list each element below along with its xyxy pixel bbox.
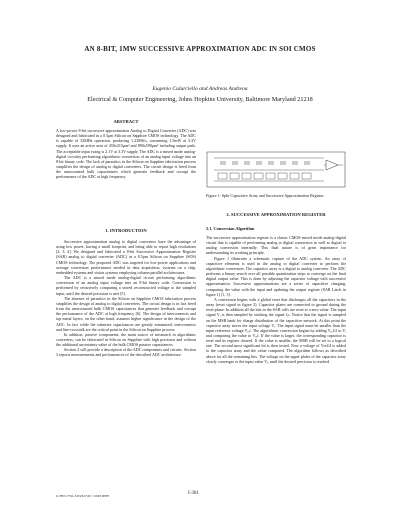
section2-subheading: 2.1. Conversion Algorithm bbox=[206, 226, 255, 231]
figure-1-schematic bbox=[206, 148, 346, 190]
abstract-text: A low-power 8-bit successive approximation Analog to Digital Converter (ADC) was designed and fabricated in a 0.5μm Silicon on Sapphire CMOS technology. The ADC is capable of 32MHz operation, producing 1.23MS/s, consuming 1.5mW at 3.3V supply. It uses an active area of 450x315μm² and 890x590μm² including output pads. The acceptable input swing is 2.1V at 3.3V supply. The ADC is a mixed mode analog-digital circuitry performing algorithmic conversion of an analog input voltage into an 8-bit binary code. The lack of parasitics in the Silicon on Sapphire fabrication process simplifies the design of analog to digital converters. The circuit design is freed from the unaccounted bulk capacitances which generate feedback and corrupt the performance of the ADC at high frequency. bbox=[56, 128, 196, 180]
copyright-footer: 0-7803-7761-3/03/$17.00 ©2003 IEEE bbox=[56, 494, 110, 498]
abstract-heading: ABSTRACT bbox=[113, 119, 139, 124]
intro-paragraph: Section 2 will provide a description of the ADC components and circuits. Section 3 reports measurements and performances of the described ADC architecture. bbox=[56, 347, 196, 358]
section2-heading: 2. SUCCESSIVE APPROXIMATION REGISTER bbox=[226, 212, 326, 217]
intro-paragraph: Successive approximation analog to digital converters have the advantage of using low power, having a small footprint, and being able to report high resolutions [2, 3, 4]. We designed and fabricated a 8-bit Successive Approximation Register (SAR) analog to digital converter (ADC) in a 0.5μm Silicon on Sapphire (SOS) CMOS technology. The proposed ADC was targeted for low-power applications and average conversion performance needed in data acquisition, systems on a chip, embedded systems and vision systems employing column parallel architectures. bbox=[56, 239, 196, 275]
sar-latch-cells bbox=[218, 173, 311, 179]
section2-paragraph: The successive approximation register is a classic CMOS mixed mode analog-digital circuit that is capable of performing analog to digital conversion as well as digital to analog conversion internally. This dual nature is of great importance for understanding its working principle. bbox=[206, 235, 346, 256]
schematic-diagram bbox=[206, 148, 346, 190]
paper-affiliation: Electrical & Computer Engineering, Johns Hopkins University, Baltimore Maryland 21218 bbox=[87, 96, 313, 103]
paper-title: AN 8-BIT, 1MW SUCCESSIVE APPROXIMATION ADC IN SOI CMOS bbox=[84, 45, 316, 53]
intro-paragraph: The ADC is a mixed mode analog-digital circuit performing algorithmic conversion of an analog input voltage into an 8-bit binary code. Conversion is performed by recursively comparing a stored reconstructed voltage to the sampled input, until the desired precision is met [5]. bbox=[56, 275, 196, 296]
intro-paragraph: In addition, passive components, the main source of mismatch in algorithmic converters, can be fabricated in Silicon on Sapphire with high precision and without the additional uncertainty value of the bulk CMOS passive capacitances. bbox=[56, 331, 196, 348]
paper-authors: Eugenio Culurciello and Andreas Andreou bbox=[152, 86, 248, 92]
capacitor-array bbox=[220, 162, 310, 164]
comparator-symbol bbox=[326, 160, 338, 170]
section2-paragraph: A conversion begins with a global reset that discharges all the capacitors in the array (reset signal in figure 2). Capacitor plates are connected to ground during the reset phase. In addition all the bits in the SAR cells are reset to a zero value. The input signal Vᵢ is then sampled by strobing the signal fᵢₙ. Notice that the signal is sampled on the MSB bank for charge distribution of the capacitive network. At this point the capacitor array stores the input voltage Vᵢ. The input signal must be smaller than the input reference voltage Vᵣₑf. The algorithmic conversion begins by adding Vᵣₑf/2 to Vᵢ and comparing the value to Vᵣₑf. If the value is larger, the corresponding capacitor is reset and its register cleared. If the value is smaller, the MSB will be set to a logical one. The second most significant bit is then tested. Now a voltage of Vref/4 is added to the capacitor array and the value compared. The algorithm follows as described above for all the remaining bits. The voltage on the upper plates of the capacitor array slowly converges to the input value Vᵢ, until the desired precision is reached. bbox=[206, 296, 346, 364]
section2-paragraph: Figure 1 illustrates a schematic capture of the ADC system. An array of capacitive elements is used in the analog to digital converter to perform the algorithmic conversion. The capacitor array is a digital to analog converter. The ADC performs a binary search over all possible quantization steps to converge on the final digital output value. This is done by adjusting the capacitor voltage with successive approximation. Successive approximations are a series of capacitive charging, comparing the value with the input and updating the output register (SAR Latch in figure 1) [1, 5]. bbox=[206, 255, 346, 297]
section2-body bbox=[206, 235, 346, 364]
schematic-border bbox=[207, 152, 345, 187]
intro-paragraph: The absence of parasitics in the Silicon on Sapphire CMOS fabrication process simplifies the design of analog to digital converters. The circuit design is in fact freed from the unaccounted bulk CMOS capacitances that generate feedback and corrupt the performance of the ADC at high frequency [6]. The design of interconnects and top metal layers, on the other hand, assumes higher significance in the design of the ADC. In fact while the substrate capacitances are greatly minimized, interconnects and line-crosstalk are the critical point in the Silicon on Sapphire process. bbox=[56, 295, 196, 332]
intro-body bbox=[56, 239, 196, 358]
abstract-body bbox=[56, 128, 196, 180]
intro-heading: 1. INTRODUCTION bbox=[105, 228, 147, 233]
figure-1-caption: Figure 1: Split Capacitive Array and Successive Approximation Register. bbox=[206, 193, 325, 198]
page-number: I-301 bbox=[188, 491, 199, 496]
